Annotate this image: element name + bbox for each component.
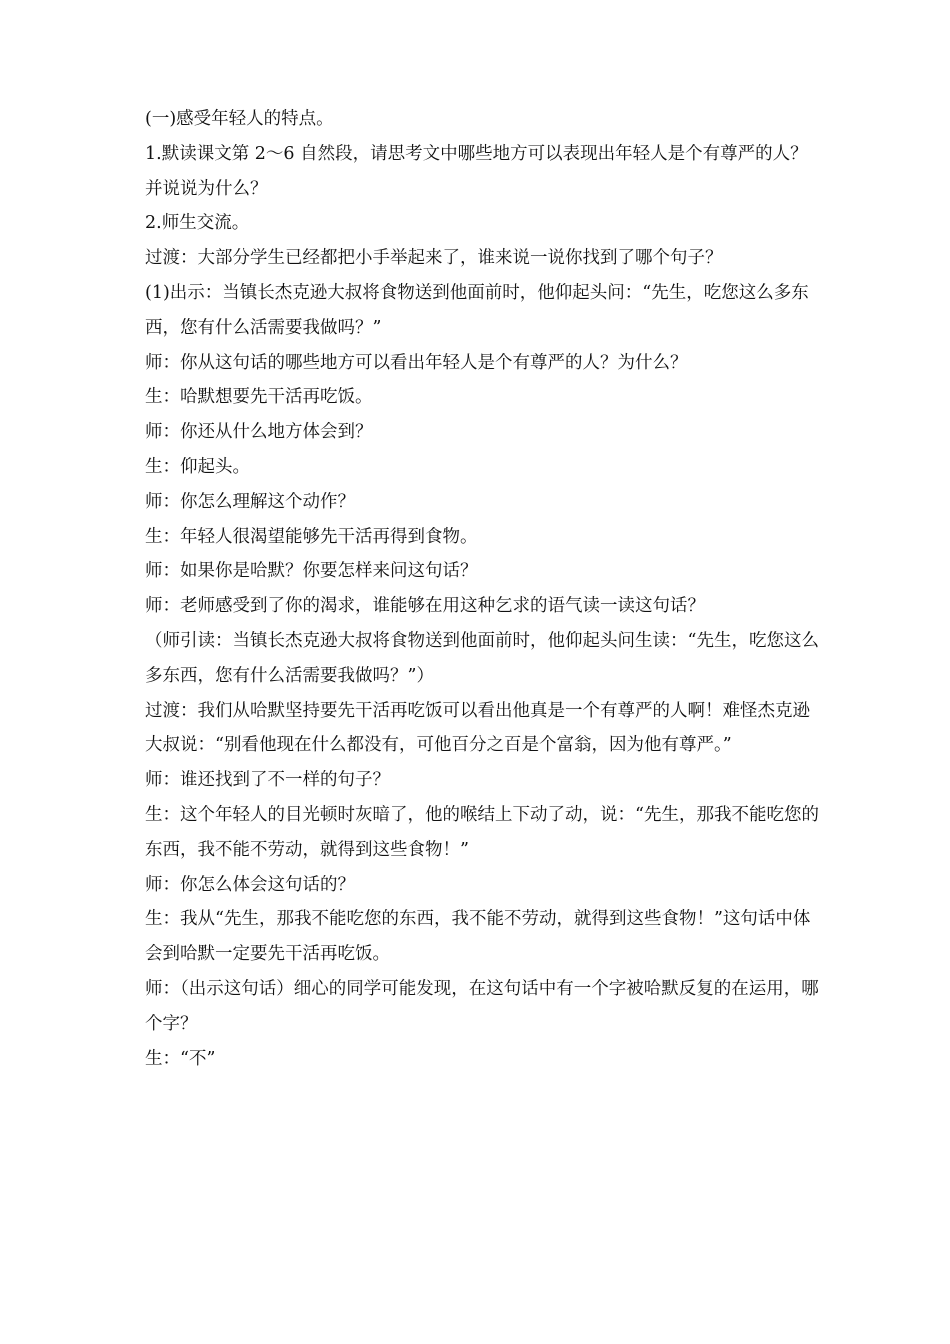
paragraph: （师引读：当镇长杰克逊大叔将食物送到他面前时，他仰起头问生读：“先生，吃您这么多东西，您有什么活需要我做吗？”） — [145, 630, 819, 686]
paragraph: 师：谁还找到了不一样的句子？ — [145, 770, 390, 791]
paragraph: 师：你从这句话的哪些地方可以看出年轻人是个有尊严的人？为什么？ — [145, 352, 688, 373]
paragraph: 师：（出示这句话）细心的同学可能发现，在这句话中有一个字被哈默反复的在运用，哪个字？ — [145, 978, 819, 1034]
paragraph: 师：你怎么体会这句话的？ — [145, 874, 355, 895]
paragraph: 2.师生交流。 — [145, 213, 250, 234]
paragraph: 生：年轻人很渴望能够先干活再得到食物。 — [145, 526, 478, 547]
paragraph: 生：仰起头。 — [145, 456, 250, 477]
paragraph: 过渡：我们从哈默坚持要先干活再吃饭可以看出他真是一个有尊严的人啊！难怪杰克逊大叔说：“别看他现在什么都没有，可他百分之百是个富翁，因为他有尊严。” — [145, 700, 810, 756]
paragraph: 师：你还从什么地方体会到？ — [145, 422, 373, 443]
paragraph: 师：你怎么理解这个动作？ — [145, 491, 355, 512]
paragraph: (1)出示：当镇长杰克逊大叔将食物送到他面前时，他仰起头问：“先生，吃您这么多东西，您有什么活需要我做吗？” — [145, 282, 809, 338]
paragraph: 生：哈默想要先干活再吃饭。 — [145, 387, 373, 408]
paragraph: 师：老师感受到了你的渴求，谁能够在用这种乞求的语气读一读这句话？ — [145, 596, 705, 617]
paragraph: 生：这个年轻人的目光顿时灰暗了，他的喉结上下动了动，说：“先生，那我不能吃您的东西，我不能不劳动，就得到这些食物！” — [145, 804, 819, 860]
paragraph: 师：如果你是哈默？你要怎样来问这句话？ — [145, 561, 478, 582]
document-body — [145, 102, 825, 1076]
section-heading: (一)感受年轻人的特点。 — [145, 109, 334, 129]
paragraph: 过渡：大部分学生已经都把小手举起来了，谁来说一说你找到了哪个句子？ — [145, 248, 723, 269]
paragraph: 生：我从“先生，那我不能吃您的东西，我不能不劳动，就得到这些食物！”这句话中体会到哈默一定要先干活再吃饭。 — [145, 909, 811, 965]
paragraph: 生：“不” — [145, 1048, 216, 1069]
paragraph: 1.默读课文第 2～6 自然段，请思考文中哪些地方可以表现出年轻人是个有尊严的人？并说说为什么？ — [145, 143, 808, 199]
